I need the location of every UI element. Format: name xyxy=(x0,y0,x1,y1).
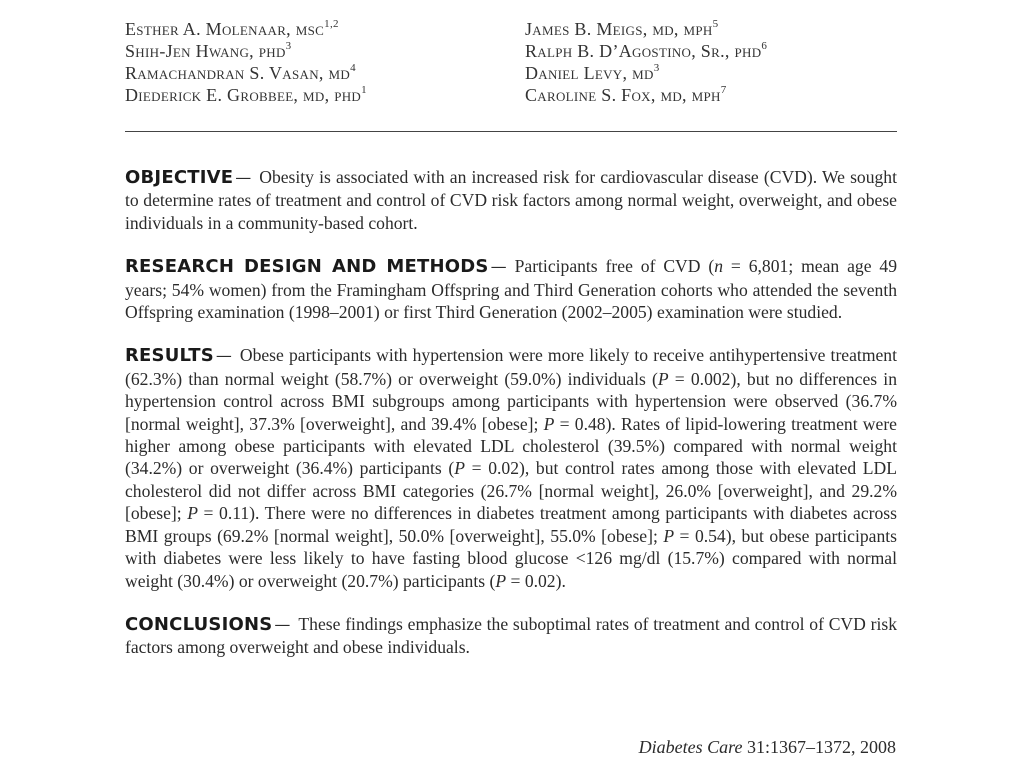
author-fox: Caroline S. Fox, md, mph$^7$ xyxy=(525,84,727,105)
citation-ref: 31:1367–1372, 2008 xyxy=(742,737,896,757)
methods-paragraph xyxy=(125,255,897,323)
author-column-right xyxy=(525,18,905,106)
results-paragraph xyxy=(125,344,897,591)
author-dagostino: Ralph B. D’Agostino, Sr., phd$^6$ xyxy=(525,40,768,61)
author-hwang: Shih-Jen Hwang, phd$^3$ xyxy=(125,40,292,61)
results-text: Obese participants with hypertension were more likely to receive antihypertensive treatment (62.3%) than normal weight (58.7%) or overweight (59.0%) individuals (P = 0.002), but no differences in hypertension control across BMI subgroups among participants with hypertension were observed (36.7% [normal weight], 37.3% [overweight], and 39.4% [obese]; P = 0.48). Rates of lipid-lowering treatment were higher among obese participants with elevated LDL cholesterol (39.5%) compared with normal weight (34.2%) or overweight (36.4%) participants (P = 0.02), but control rates among those with elevated LDL cholesterol did not differ across BMI categories (26.7% [normal weight], 26.0% [overweight], and 29.2% [obese]; P = 0.11). There were no differences in diabetes treatment among participants with diabetes across BMI groups (69.2% [normal weight], 50.0% [overweight], 55.0% [obese]; P = 0.54), but obese participants with diabetes were less likely to have fasting blood glucose <126 mg/dl (15.7%) compared with normal weight (30.4%) or overweight (20.7%) participants (P = 0.02). xyxy=(125,345,898,591)
methods-text: Participants free of CVD (n = 6,801; mean age 49 years; 54% women) from the Framingham Offspring and Third Generation cohorts who attended the seventh Offspring examination (1998–2001) or first Third Generation (2002–2005) examination were studied. xyxy=(125,256,897,323)
heading-dash: — xyxy=(490,257,507,277)
journal-citation xyxy=(639,737,896,758)
abstract xyxy=(125,166,897,680)
results-heading: RESULTS xyxy=(125,345,214,367)
objective-heading: OBJECTIVE xyxy=(125,167,234,188)
conclusions-heading: CONCLUSIONS xyxy=(125,613,273,635)
conclusions-paragraph xyxy=(125,613,897,659)
author-meigs: James B. Meigs, md, mph$^5$ xyxy=(525,18,719,39)
author-molenaar: Esther A. Molenaar, msc$^{1,2}$ xyxy=(125,18,339,39)
author-vasan: Ramachandran S. Vasan, $md^4$ xyxy=(125,62,356,83)
heading-dash: — xyxy=(274,614,291,634)
conclusions-text: These findings emphasize the suboptimal rates of treatment and control of CVD risk factors among overweight and obese individuals. xyxy=(125,613,897,658)
author-grobbee: Diederick E. Grobbee, md, phd$^1$ xyxy=(125,84,367,105)
heading-dash: — xyxy=(235,168,252,187)
author-list xyxy=(125,18,905,106)
journal-name: Diabetes Care xyxy=(638,737,743,757)
author-column-left xyxy=(125,18,525,106)
author-levy: Daniel Levy, $md^3$ xyxy=(525,62,660,83)
objective-paragraph xyxy=(125,166,897,234)
heading-dash: — xyxy=(215,346,232,366)
methods-heading: RESEARCH DESIGN AND METHODS xyxy=(125,256,489,278)
header-divider xyxy=(125,131,897,132)
objective-text: Obesity is associated with an increased risk for cardiovascular disease (CVD). We sought to determine rates of treatment and control of CVD risk factors among normal weight, overweight, and obese individuals in a community-based cohort. xyxy=(125,167,897,233)
